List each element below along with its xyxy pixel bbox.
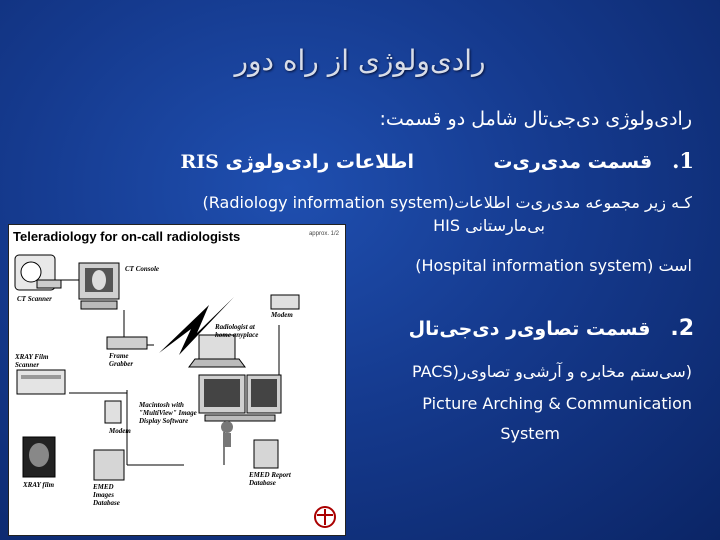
logo-icon — [315, 507, 335, 527]
item-1-label: قسمت مدی‌ری‌ت — [493, 151, 653, 173]
modem-icon — [271, 295, 299, 309]
report-database-icon — [254, 440, 278, 468]
pacs-english-line: Picture Arching & Communication — [422, 394, 692, 413]
xray-film-icon — [23, 437, 55, 477]
ris-description: (Radiology information system)کـه زیر مجموعه مدی‌ری‌ت اطلاعات — [202, 193, 692, 212]
his-line: بی‌مارستانی HIS — [433, 216, 545, 235]
pacs-english-line-2: System — [500, 424, 560, 443]
item-2-number: 2. — [670, 316, 694, 341]
frame-grabber-icon — [107, 337, 147, 349]
figure-corner-note: approx. 1/2 — [308, 231, 339, 237]
images-database-icon — [94, 450, 124, 480]
slide-title: رادی‌ولوژی از راه دور — [234, 44, 486, 77]
label-ct-console: CT Console — [125, 265, 160, 273]
item-1 — [180, 148, 694, 173]
item-1-abbr: RIS — [180, 151, 219, 173]
label-macintosh: Macintosh with "MultiView" Image Display Software — [139, 401, 197, 425]
hospital-system-line: (Hospital information system) است — [415, 256, 692, 275]
item-1-name: اطلاعات رادی‌ولوژی — [225, 151, 414, 173]
label-report-database: EMED Report Database — [249, 471, 291, 487]
label-frame-grabber: Frame Grabber — [109, 352, 134, 368]
xray-scanner-icon — [17, 370, 65, 394]
laptop-icon — [189, 335, 245, 367]
ct-console-icon — [79, 263, 119, 309]
label-radiologist: Radiologist at home anyplace — [215, 323, 259, 339]
label-xray-film: XRAY film — [23, 481, 55, 489]
modem-left-icon — [105, 401, 121, 423]
label-modem-top: Modem — [271, 311, 293, 319]
figure-title: Teleradiology for on-call radiologists — [13, 229, 241, 244]
figure-drawing — [9, 225, 345, 535]
pacs-line: (سی‌ستم مخابره و آرشی‌و تصاوی‌ر(PACS — [411, 362, 692, 381]
item-2-label: قسمت تصاوی‌ر دی‌جی‌تال — [408, 318, 651, 340]
item-2 — [409, 316, 694, 341]
label-modem-left: Modem — [109, 427, 131, 435]
workstation-icon — [199, 375, 281, 447]
intro-text: رادی‌ولوژی دی‌جی‌تال شامل دو قسمت: — [379, 108, 692, 130]
label-ct-scanner: CT Scanner — [17, 295, 52, 303]
label-images-database: EMED Images Database — [93, 483, 120, 507]
item-1-number: 1. — [672, 148, 694, 173]
label-xray-scanner: XRAY Film Scanner — [15, 353, 49, 369]
teleradiology-figure — [8, 224, 346, 536]
ct-scanner-icon — [15, 255, 61, 290]
